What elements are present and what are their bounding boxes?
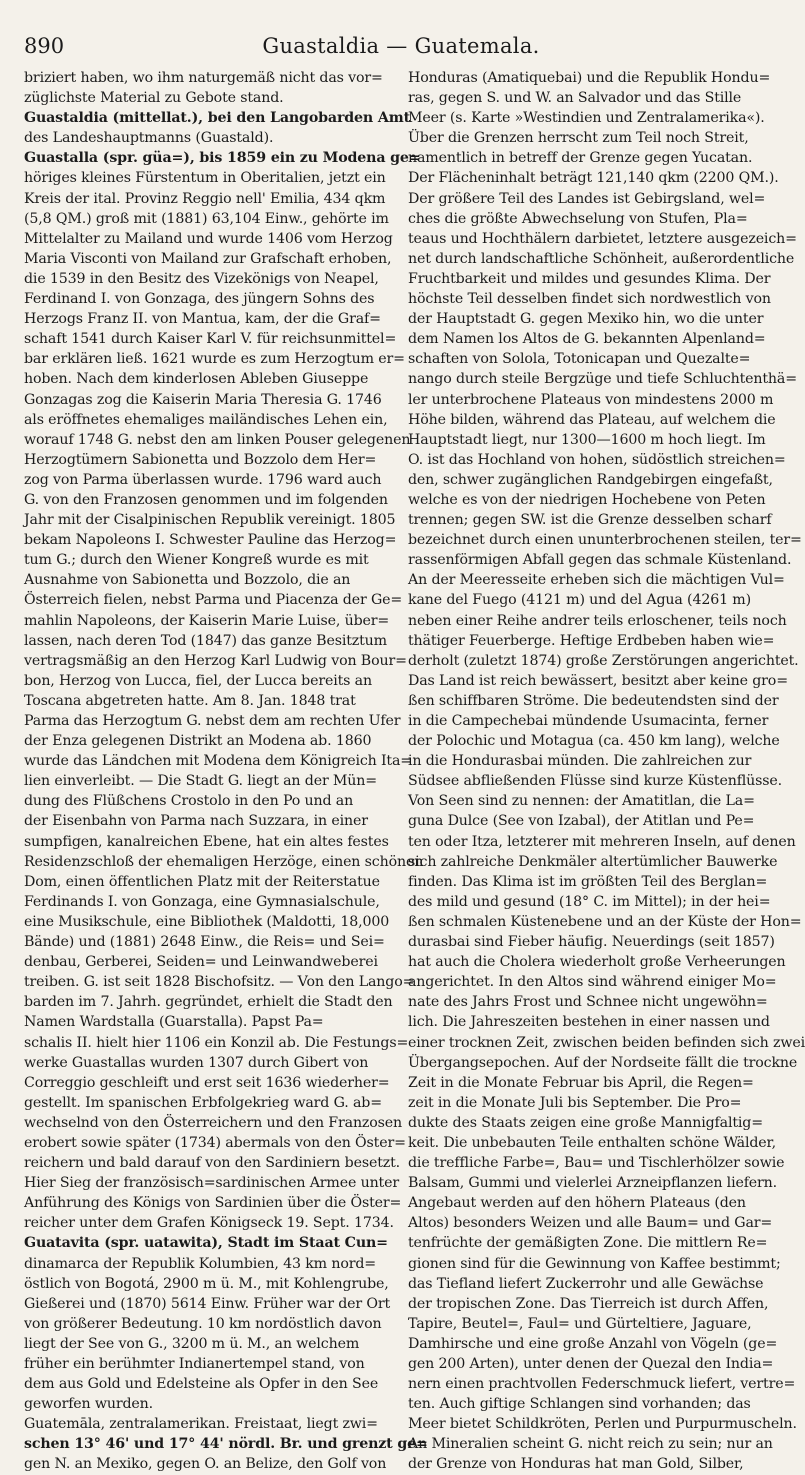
text-line: welche es von der niedrigen Hochebene von Peten [408,491,766,508]
text-line: der Enza gelegenen Distrikt an Modena ab. 1860 [24,733,372,750]
text-line: lien einverleibt. — Die Stadt G. liegt an der Mün= [24,773,378,790]
text-line: der tropischen Zone. Das Tierreich ist durch Affen, [408,1295,769,1312]
running-title: Guastaldia — Guatemala. [262,34,540,58]
text-line: hoben. Nach dem kinderlosen Ableben Giuseppe [24,371,369,388]
text-line: dem aus Gold und Edelsteine als Opfer in den See [24,1376,379,1393]
text-line: Fruchtbarkeit und mildes und gesundes Klima. Der [408,270,771,287]
text-line: Ferdinand I. von Gonzaga, des jüngern Sohns des [24,291,375,308]
text-line: der Polochic und Motagua (ca. 450 km lang), welche [408,733,780,750]
text-line: höriges kleines Fürstentum in Oberitalien, jetzt ein [24,170,386,187]
text-line: An Mineralien scheint G. nicht reich zu sein; nur an [408,1436,773,1453]
text-line: keit. Die unbebauten Teile enthalten schöne Wälder, [408,1134,776,1151]
text-line: Gießerei und (1870) 5614 Einw. Früher war der Ort [24,1295,391,1312]
text-line: gestellt. Im spanischen Erbfolgekrieg ward G. ab= [24,1094,382,1111]
text-line: ten oder Itza, letzterer mit mehreren Inseln, auf denen [408,833,796,850]
text-line: Herzogs Franz II. von Mantua, kam, der die Graf= [24,311,381,328]
text-line: Österreich fielen, nebst Parma und Piacenza der Ge= [24,592,403,609]
text-line: gen N. an Mexiko, gegen O. an Belize, den Golf von [24,1456,387,1473]
text-line: Jahr mit der Cisalpinischen Republik vereinigt. 1805 [24,512,396,529]
text-line: ßen schmalen Küstenebene und an der Küste der Hon= [408,913,802,930]
text-line: Mittelalter zu Mailand und wurde 1406 vom Herzog [24,230,393,247]
text-line: bar erklären ließ. 1621 wurde es zum Herzogtum er= [24,351,405,368]
text-line: wechselnd von den Österreichern und den Franzosen [24,1114,403,1131]
text-line: nern einen prachtvollen Federschmuck liefert, vertre= [408,1376,796,1393]
text-line: Gonzagas zog die Kaiserin Maria Theresia G. 1746 [24,391,382,408]
text-line: ler unterbrochene Plateaus von mindestens 2000 m [408,391,774,408]
text-line: schaft 1541 durch Kaiser Karl V. für reichsunmittel= [24,331,397,348]
text-line: Südsee abfließenden Flüsse sind kurze Küstenflüsse. [408,773,783,790]
text-line: Hier Sieg der französisch=sardinischen Armee unter [24,1175,399,1192]
text-line: dung des Flüßchens Crostolo in den Po und an [24,793,354,810]
text-line: tum G.; durch den Wiener Kongreß wurde es mit [24,552,369,569]
text-line: der Hauptstadt G. gegen Mexiko hin, wo die unter [408,311,764,328]
text-line: An der Meeresseite erheben sich die mächtigen Vul= [408,572,785,589]
text-line: Der Flächeninhalt beträgt 121,140 qkm (2200 QM.). [408,170,779,187]
text-line: tenfrüchte der gemäßigten Zone. Die mittlern Re= [408,1235,768,1252]
text-line: die 1539 in den Besitz des Vizekönigs von Neapel, [24,270,379,287]
text-line: Altos) besonders Weizen und alle Baum= und Gar= [408,1215,773,1232]
text-line: Guastaldia (mittellat.), bei den Langobarden Amt [24,110,410,127]
text-line: teaus und Hochthälern darbietet, letztere ausgezeich= [408,230,797,247]
text-line: ches die größte Abwechselung von Stufen, Pla= [408,210,748,227]
text-line: erobert sowie später (1734) abermals von den Öster= [24,1134,406,1151]
text-line: neben einer Reihe andrer teils erloschener, teils noch [408,612,787,629]
text-line: sich zahlreiche Denkmäler altertümlicher Bauwerke [408,853,778,870]
text-line: des Landeshauptmanns (Guastald). [24,130,274,147]
text-line: G. von den Franzosen genommen und im folgenden [24,491,388,508]
text-line: namentlich in betreff der Grenze gegen Yucatan. [408,150,753,167]
text-line: bezeichnet durch einen ununterbrochenen steilen, ter= [408,532,802,549]
text-line: barden im 7. Jahrh. gegründet, erhielt die Stadt den [24,994,393,1011]
text-line: bekam Napoleons I. Schwester Pauline das Herzog= [24,532,397,549]
text-line: denbau, Gerberei, Seiden= und Leinwandweberei [24,954,378,971]
text-line: lassen, nach deren Tod (1847) das ganze Besitztum [24,632,387,649]
text-columns [24,68,805,1473]
text-line: bon, Herzog von Lucca, fiel, der Lucca bereits an [24,672,372,689]
text-line: dinamarca der Republik Kolumbien, 43 km nord= [24,1255,377,1272]
text-line: Zeit in die Monate Februar bis April, die Regen= [408,1074,754,1091]
text-line: ras, gegen S. und W. an Salvador und das Stille [408,90,742,107]
text-line: der Grenze von Honduras hat man Gold, Silber, [408,1456,744,1473]
text-line: Meer bietet Schildkröten, Perlen und Purpurmuscheln. [408,1416,797,1433]
text-line: Das Land ist reich bewässert, besitzt aber keine gro= [408,672,788,689]
text-line: dem Namen los Altos de G. bekannten Alpenland= [408,331,766,348]
text-line: briziert haben, wo ihm naturgemäß nicht das vor= [24,70,383,86]
text-line: Der größere Teil des Landes ist Gebirgsland, wel= [408,190,766,207]
text-line: Über die Grenzen herrscht zum Teil noch Streit, [408,130,749,147]
page-number: 890 [24,34,65,58]
text-line: sumpfigen, kanalreichen Ebene, hat ein altes festes [24,833,389,850]
text-line: Übergangsepochen. Auf der Nordseite fällt die trockne [408,1054,798,1071]
text-line: Meer (s. Karte »Westindien und Zentralamerika«). [408,110,765,127]
text-line: net durch landschaftliche Schönheit, außerordentliche [408,250,795,267]
text-line: Ferdinands I. von Gonzaga, eine Gymnasialschule, [24,893,380,910]
text-line: Höhe bilden, während das Plateau, auf welchem die [408,411,776,428]
text-line: geworfen wurden. [24,1396,154,1413]
text-line: von größerer Bedeutung. 10 km nordöstlich davon [24,1315,382,1332]
text-line: höchste Teil desselben findet sich nordwestlich von [408,291,771,308]
text-line: zeit in die Monate Juli bis September. Die Pro= [408,1094,742,1111]
text-line: Namen Wardstalla (Guarstalla). Papst Pa= [24,1014,324,1031]
text-line: O. ist das Hochland von hohen, südöstlich streichen= [408,451,786,468]
text-line: Correggio geschleift und erst seit 1636 wiederher= [24,1074,390,1091]
text-line: durasbai sind Fieber häufig. Neuerdings (seit 1857) [408,934,775,951]
text-line: schaften von Solola, Totonicapan und Quezalte= [408,351,751,368]
text-line: (5,8 QM.) groß mit (1881) 63,104 Einw., gehörte im [24,210,389,227]
text-line: der Eisenbahn von Parma nach Suzzara, in einer [24,813,368,830]
text-line: gen 200 Arten), unter denen der Quezal den India= [408,1356,774,1372]
text-line: zog von Parma überlassen wurde. 1796 ward auch [24,471,382,488]
text-line: ten. Auch giftige Schlangen sind vorhanden; das [408,1396,751,1413]
text-line: reichern und bald darauf von den Sardiniern besetzt. [24,1155,400,1172]
text-line: rassenförmigen Abfall gegen das schmale Küstenland. [408,552,792,569]
text-line: angerichtet. In den Altos sind während einiger Mo= [408,974,777,991]
text-line: liegt der See von G., 3200 m ü. M., an welchem [24,1335,360,1352]
text-line: Kreis der ital. Provinz Reggio nell' Emilia, 434 qkm [24,190,386,207]
left-column [24,68,428,1473]
text-line: östlich von Bogotá, 2900 m ü. M., mit Kohlengrube, [24,1275,389,1292]
text-line: Herzogtümern Sabionetta und Bozzolo dem Her= [24,451,377,468]
text-line: Bände) und (1881) 2648 Einw., die Reis= und Sei= [24,934,385,951]
text-line: wurde das Ländchen mit Modena dem Königreich Ita= [24,753,413,770]
text-line: Guatemāla, zentralamerikan. Freistaat, liegt zwi= [24,1416,378,1433]
text-line: guna Dulce (See von Izabal), der Atitlan und Pe= [408,813,755,830]
text-line: Ausnahme von Sabionetta und Bozzolo, die an [24,572,351,589]
text-line: thätiger Feuerberge. Heftige Erdbeben haben wie= [408,632,775,649]
text-line: gionen sind für die Gewinnung von Kaffee bestimmt; [408,1255,781,1272]
text-line: vertragsmäßig an den Herzog Karl Ludwig von Bour= [24,652,407,669]
text-line: Balsam, Gummi und vielerlei Arzneipflanzen liefern. [408,1175,778,1192]
text-line: in die Hondurasbai münden. Die zahlreichen zur [408,753,752,770]
text-line: Hauptstadt liegt, nur 1300—1600 m hoch liegt. Im [408,431,766,448]
text-line: Guastalla (spr. güa=), bis 1859 ein zu Modena ge= [24,150,421,167]
text-line: finden. Das Klima ist im größten Teil des Berglan= [408,873,768,890]
text-line: als eröffnetes ehemaliges mailändisches Lehen ein, [24,411,388,428]
right-column [408,68,805,1473]
text-line: ßen schiffbaren Ströme. Die bedeutendsten sind der [408,692,779,709]
text-line: mahlin Napoleons, der Kaiserin Marie Luise, über= [24,612,390,629]
text-line: worauf 1748 G. nebst den am linken Pouser gelegenen [24,431,411,448]
text-line: werke Guastallas wurden 1307 durch Gibert von [24,1054,369,1071]
text-line: Anführung des Königs von Sardinien über die Öster= [24,1195,402,1212]
text-line: Angebaut werden auf den höhern Plateaus (den [408,1195,746,1212]
text-line: einer trocknen Zeit, zwischen beiden befinden sich zwei [408,1034,805,1051]
text-line: treiben. G. ist seit 1828 Bischofsitz. — Von den Lango= [24,974,415,991]
text-line: Residenzschloß der ehemaligen Herzöge, einen schönen [24,853,424,870]
text-line: früher ein berühmter Indianertempel stand, von [24,1356,365,1372]
text-line: züglichste Material zu Gebote stand. [24,90,284,107]
text-line: lich. Die Jahreszeiten bestehen in einer nassen und [408,1014,770,1031]
text-line: Maria Visconti von Mailand zur Grafschaft erhoben, [24,250,392,267]
text-line: schalis II. hielt hier 1106 ein Konzil ab. Die Festungs= [24,1034,409,1051]
text-line: reicher unter dem Grafen Königseck 19. Sept. 1734. [24,1215,394,1232]
text-line: den, schwer zugänglichen Randgebirgen eingefaßt, [408,471,773,488]
text-line: derholt (zuletzt 1874) große Zerstörungen angerichtet. [408,652,799,669]
text-line: dukte des Staats zeigen eine große Mannigfaltig= [408,1114,763,1131]
text-line: schen 13° 46' und 17° 44' nördl. Br. und grenzt ge= [24,1436,428,1453]
text-line: Honduras (Amatiquebai) und die Republik Hondu= [408,70,771,86]
text-line: nate des Jahrs Frost und Schnee nicht ungewöhn= [408,994,768,1011]
running-head [24,34,778,60]
text-line: Parma das Herzogtum G. nebst dem am rechten Ufer [24,713,401,729]
text-line: Damhirsche und eine große Anzahl von Vögeln (ge= [408,1335,778,1352]
text-line: nango durch steile Bergzüge und tiefe Schluchtenthä= [408,371,797,388]
text-line: die treffliche Farbe=, Bau= und Tischlerhölzer sowie [408,1155,785,1172]
text-line: trennen; gegen SW. ist die Grenze desselben scharf [408,512,772,529]
text-line: kane del Fuego (4121 m) und del Agua (4261 m) [408,592,751,609]
text-line: des mild und gesund (18° C. im Mittel); in der hei= [408,893,771,910]
text-line: Dom, einen öffentlichen Platz mit der Reiterstatue [24,873,380,890]
text-line: Guatavita (spr. uatawita), Stadt im Staat Cun= [24,1235,388,1252]
text-line: Toscana abgetreten hatte. Am 8. Jan. 1848 trat [24,692,356,709]
text-line: Von Seen sind zu nennen: der Amatitlan, die La= [408,793,755,810]
text-line: eine Musikschule, eine Bibliothek (Maldotti, 18,000 [24,913,390,930]
text-line: Tapire, Beutel=, Faul= und Gürteltiere, Jaguare, [408,1315,752,1332]
text-line: in die Campechebai mündende Usumacinta, ferner [408,713,769,729]
text-line: hat auch die Cholera wiederholt große Verheerungen [408,954,786,971]
text-line: das Tiefland liefert Zuckerrohr und alle Gewächse [408,1275,764,1292]
